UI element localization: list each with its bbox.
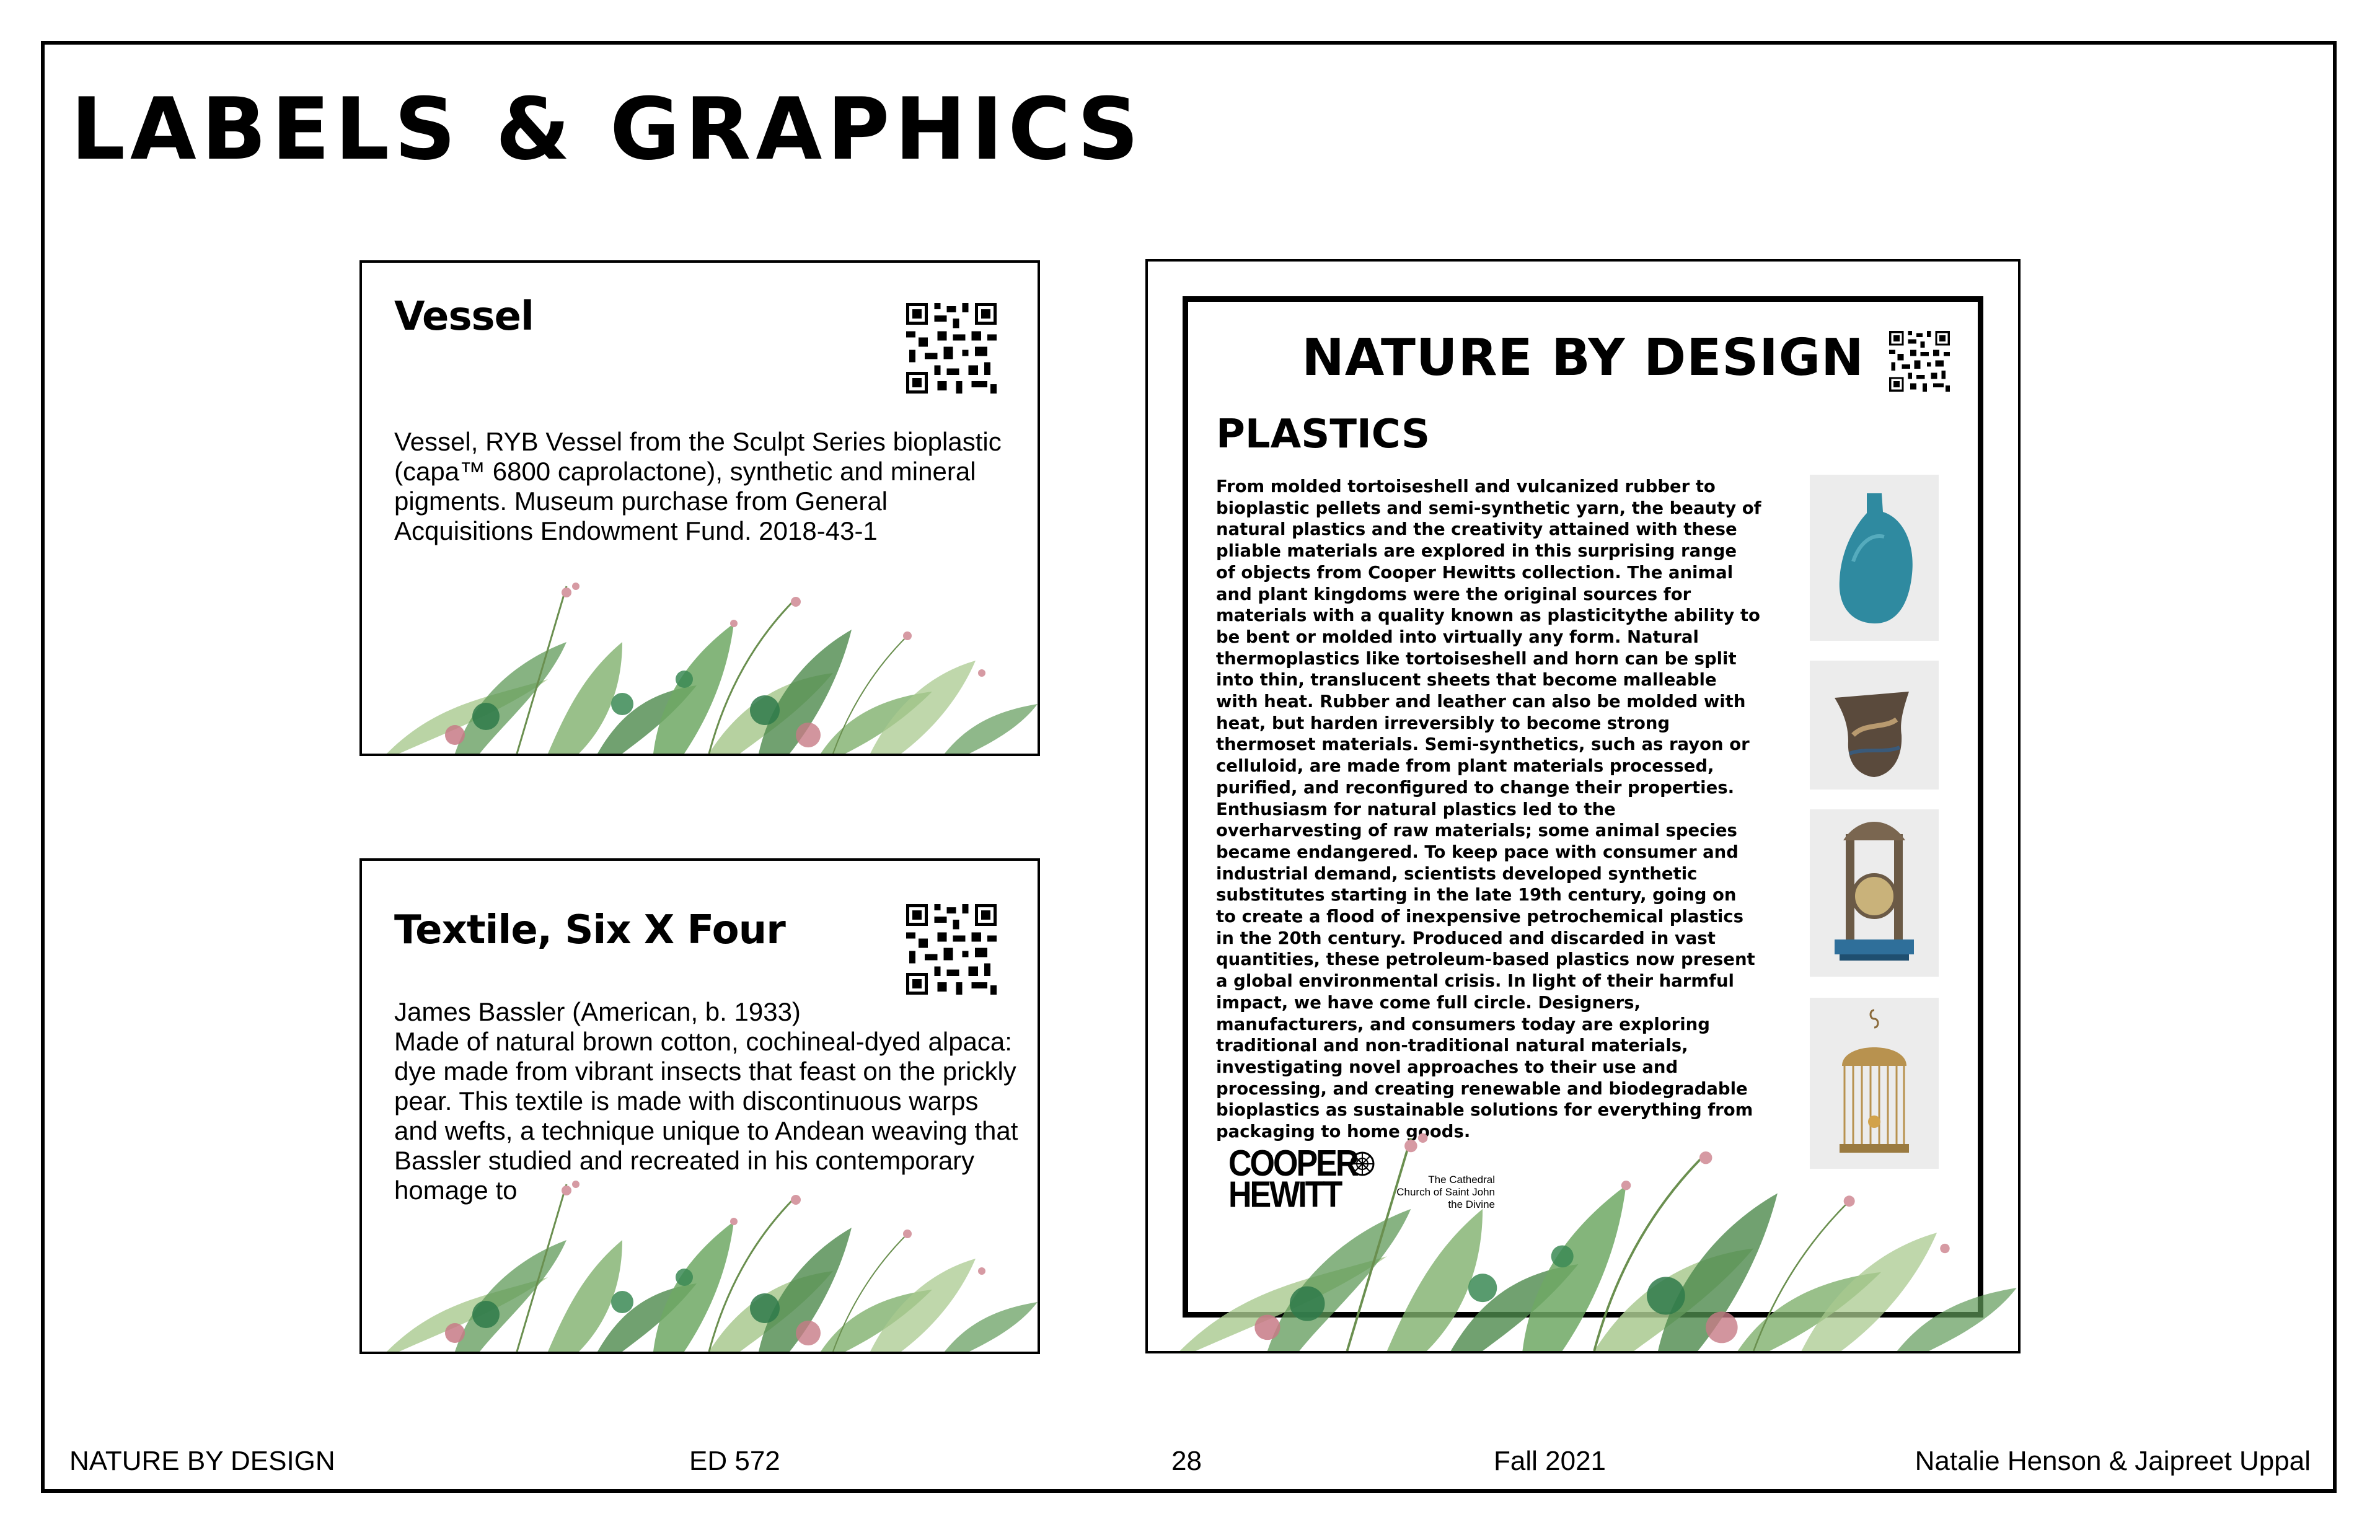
textile-label-card bbox=[359, 858, 1040, 1354]
vessel-label-card bbox=[359, 260, 1040, 756]
poster-paragraph: Enthusiasm for natural plastics led to the overharvesting of raw materials; some animal species became endangered. To keep pace with consumer and industrial demand, scientists developed synthetic substitutes starting in the late 19th century, going on to create a flood of inexpensive petrochemical plastics in the 20th century. Produced and discarded in vast quantities, these petroleum-based plastics now present a global environmental crisis. In light of their harmful impact, we have come full circle. Designers, manufacturers, and consumers today are exploring traditional and non-traditional natural materials, investigating novel approaches to their use and processing, and creating renewable and biodegradable bioplastics as sustainable solutions for everything from packaging to home goods. bbox=[1216, 799, 1755, 1142]
vessel-label-body bbox=[394, 427, 1020, 546]
foliage-illustration bbox=[362, 549, 1040, 754]
qr-code-icon bbox=[906, 904, 997, 995]
vessel-label-title: Vessel bbox=[394, 294, 534, 340]
footer-term: Fall 2021 bbox=[1494, 1446, 1606, 1476]
vase-photo bbox=[1810, 475, 1939, 641]
poster-paragraph: From molded tortoiseshell and vulcanized rubber to bioplastic pellets and semi-synthetic yarn, the beauty of natural plastics and the creativity attained with these pliable materials are explored in this surprising range of objects from Cooper Hewitts collection. The animal and plant kingdoms were the original sources for materials with a quality known as plasticitythe ability to be bent or molded into virtually any form. Natural thermoplastics like tortoiseshell and horn can be split into thin, translucent sheets that become malleable with heat. Rubber and leather can also be molded with heat, but harden irreversibly to become strong thermoset materials. Semi-synthetics, such as rayon or celluloid, are made from plant materials processed, purified, and reconfigured to change their properties. bbox=[1216, 477, 1761, 798]
footer-page-number: 28 bbox=[1171, 1446, 1202, 1476]
page-title: LABELS & GRAPHICS bbox=[71, 79, 1144, 179]
poster-subtitle: PLASTICS bbox=[1216, 411, 1430, 457]
poster-body bbox=[1216, 476, 1761, 1143]
textile-label-text: Made of natural brown cotton, cochineal-dyed alpaca: dye made from vibrant insects that feast on the prickly pear. This textile is made with discontinuous warps and wefts, a technique unique to Andean weaving that Bassler studied and recreated in his contemporary homage to bbox=[394, 1027, 1018, 1205]
footer-authors: Natalie Henson & Jaipreet Uppal bbox=[1915, 1446, 2311, 1476]
footer-course-code: ED 572 bbox=[689, 1446, 780, 1476]
textile-label-title: Textile, Six X Four bbox=[394, 907, 785, 953]
footer-course-title: NATURE BY DESIGN bbox=[69, 1446, 335, 1476]
poster-title: NATURE BY DESIGN bbox=[1302, 328, 1864, 387]
qr-code-icon bbox=[1889, 331, 1950, 392]
qr-code-icon bbox=[906, 303, 997, 394]
foliage-illustration bbox=[362, 1147, 1040, 1352]
logo-text: Church of Saint John bbox=[1396, 1186, 1495, 1198]
pitcher-photo bbox=[1810, 661, 1939, 790]
logo-text: The Cathedral bbox=[1428, 1174, 1495, 1186]
logo-text: the Divine bbox=[1448, 1199, 1495, 1210]
clock-photo bbox=[1810, 809, 1939, 977]
vessel-label-text: Vessel, RYB Vessel from the Sculpt Series bioplastic (capa™ 6800 caprolactone), synthetic and mineral pigments. Museum purchase from General Acquisitions Endowment Fund. 2018-43-1 bbox=[394, 427, 1002, 545]
logo-text: HEWITT bbox=[1228, 1174, 1341, 1216]
foliage-illustration bbox=[1148, 1091, 2021, 1351]
exhibition-poster bbox=[1145, 259, 2021, 1353]
textile-label-artist: James Bassler (American, b. 1933) bbox=[394, 997, 801, 1026]
logo-text: COOPER bbox=[1228, 1142, 1357, 1184]
